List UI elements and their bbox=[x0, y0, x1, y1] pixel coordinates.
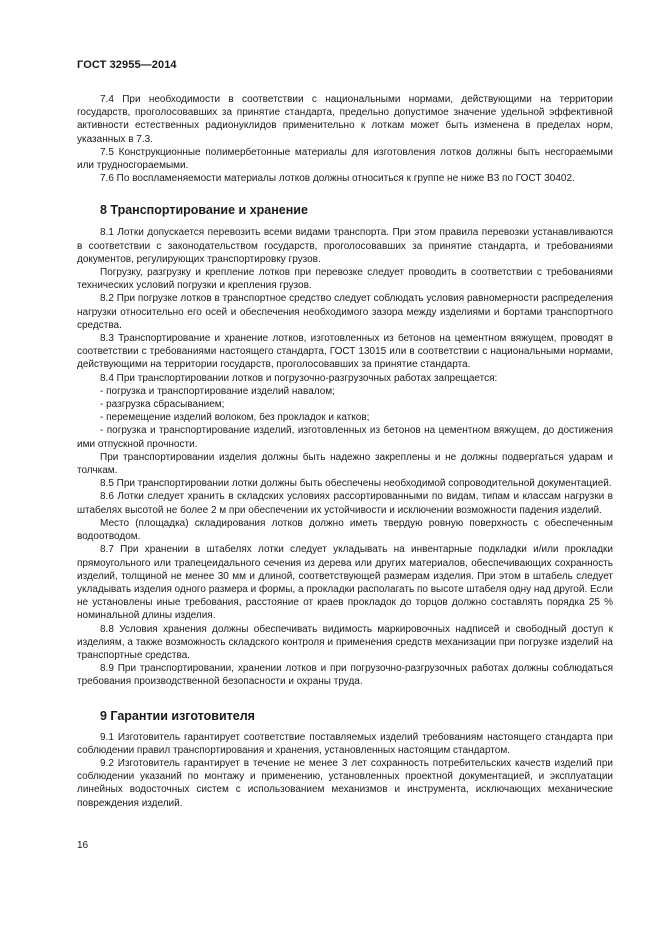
list-item: - перемещение изделий волоком, без прокладок и катков; bbox=[100, 412, 370, 424]
list-item: - погрузка и транспортирование изделий навалом; bbox=[100, 385, 335, 397]
section-heading-8: 8 Транспортирование и хранение bbox=[100, 203, 308, 218]
paragraph-8-5: 8.5 При транспортировании лотки должны быть обеспечены необходимой сопроводительной документацией. bbox=[100, 478, 612, 490]
page-number: 16 bbox=[77, 840, 89, 851]
paragraph-8-2: 8.2 При погрузке лотков в транспортное средство следует соблюдать условия равномерности распределения нагрузки относительно его осей и обеспечения необходимого зазора между изделиями и бортами транспортного средства. bbox=[77, 293, 613, 331]
paragraph-8-1-cont: Погрузку, разгрузку и крепление лотков при перевозке следует проводить в соответствии с требованиями технических условий погрузки и крепления грузов. bbox=[77, 267, 613, 292]
paragraph-8-4-cont: При транспортировании изделия должны быть надежно закреплены и не должны подвергаться ударам и толчкам. bbox=[77, 451, 613, 477]
paragraph-8-6-cont: Место (площадка) складирования лотков должно иметь твердую ровную поверхность с обеспеченным водоотводом. bbox=[77, 517, 613, 543]
paragraph-8-1: 8.1 Лотки допускается перевозить всеми видами транспорта. При этом правила перевозки устанавливаются в соответствии с законодательством государств, проголосовавших за принятие стандарта, и требованиями документов, регулирующих транспортировку грузов. bbox=[77, 227, 613, 265]
document-header: ГОСТ 32955—2014 bbox=[77, 59, 177, 71]
paragraph-7-5: 7.5 Конструкционные полимербетонные материалы для изготовления лотков должны быть несгораемыми или трудносгораемыми. bbox=[77, 146, 613, 172]
paragraph-8-7: 8.7 При хранении в штабелях лотки следует укладывать на инвентарные подкладки и/или прокладки прямоугольного или трапецеидального сечения из дерева или других материалов, обеспечивающих сохранность изделий, толщиной не менее 30 мм и длиной, соответствующей размерам изделия. При этом в штабель следует укладывать изделия одного размера и формы, а прокладки располагать по высоте штабеля одну над другой. Если не установлены иные требования, расстояние от краев прокладок до торцов должно составлять порядка 25 % номинальной длины изделия. bbox=[77, 544, 613, 622]
paragraph-8-4: 8.4 При транспортировании лотков и погрузочно-разгрузочных работах запрещается: bbox=[100, 372, 498, 384]
paragraph-9-2: 9.2 Изготовитель гарантирует в течение не менее 3 лет сохранность потребительских качеств изделий при соблюдении указаний по монтажу и применению, установленных проектной документацией, и эксплуатации линейных водосточных систем с использованием механизмов и инструмента, исключающих механические повреждения изделий. bbox=[77, 757, 613, 809]
paragraph-8-9: 8.9 При транспортировании, хранении лотков и при погрузочно-разгрузочных работах должны соблюдаться требования производственной безопасности и охраны труда. bbox=[77, 663, 613, 688]
paragraph-7-4: 7.4 При необходимости в соответствии с национальными нормами, действующими на территории государств, проголосовавших за принятие стандарта, предельно допустимое значение удельной эффективной активности естественных радионуклидов применительно к лоткам может быть изменена в пределах норм, указанных в 7.3. bbox=[77, 94, 613, 145]
document-body bbox=[77, 93, 613, 810]
paragraph-9-1: 9.1 Изготовитель гарантирует соответствие поставляемых изделий требованиям настоящего стандарта при соблюдении правил транспортирования и хранения, установленных настоящим стандартом. bbox=[77, 731, 613, 756]
paragraph-8-6: 8.6 Лотки следует хранить в складских условиях рассортированными по видам, типам и классам нагрузки в штабелях высотой не более 2 м при обеспечении их устойчивости и исключении возможности падения изделий. bbox=[77, 491, 613, 516]
section-heading-9: 9 Гарантии изготовителя bbox=[100, 708, 255, 723]
paragraph-8-8: 8.8 Условия хранения должны обеспечивать видимость маркировочных надписей и свободный доступ к изделиям, а также возможность складского контроля и применения средств механизации при погрузке изделий на транспортные средства. bbox=[77, 623, 613, 661]
list-item: - погрузка и транспортирование изделий, изготовленных из бетонов на цементном вяжущем, до достижения ими отпускной прочности. bbox=[77, 425, 613, 450]
paragraph-7-6: 7.6 По воспламеняемости материалы лотков должны относиться к группе не ниже В3 по ГОСТ 30402. bbox=[100, 173, 575, 185]
paragraph-8-3: 8.3 Транспортирование и хранение лотков, изготовленных из бетонов на цементном вяжущем, проводят в соответствии с требованиями настоящего стандарта, ГОСТ 13015 или в соответствии с национальными нормами, действующими на территории государств, проголосовавших за принятие стандарта. bbox=[77, 333, 613, 371]
list-item: - разгрузка сбрасыванием; bbox=[100, 399, 225, 411]
